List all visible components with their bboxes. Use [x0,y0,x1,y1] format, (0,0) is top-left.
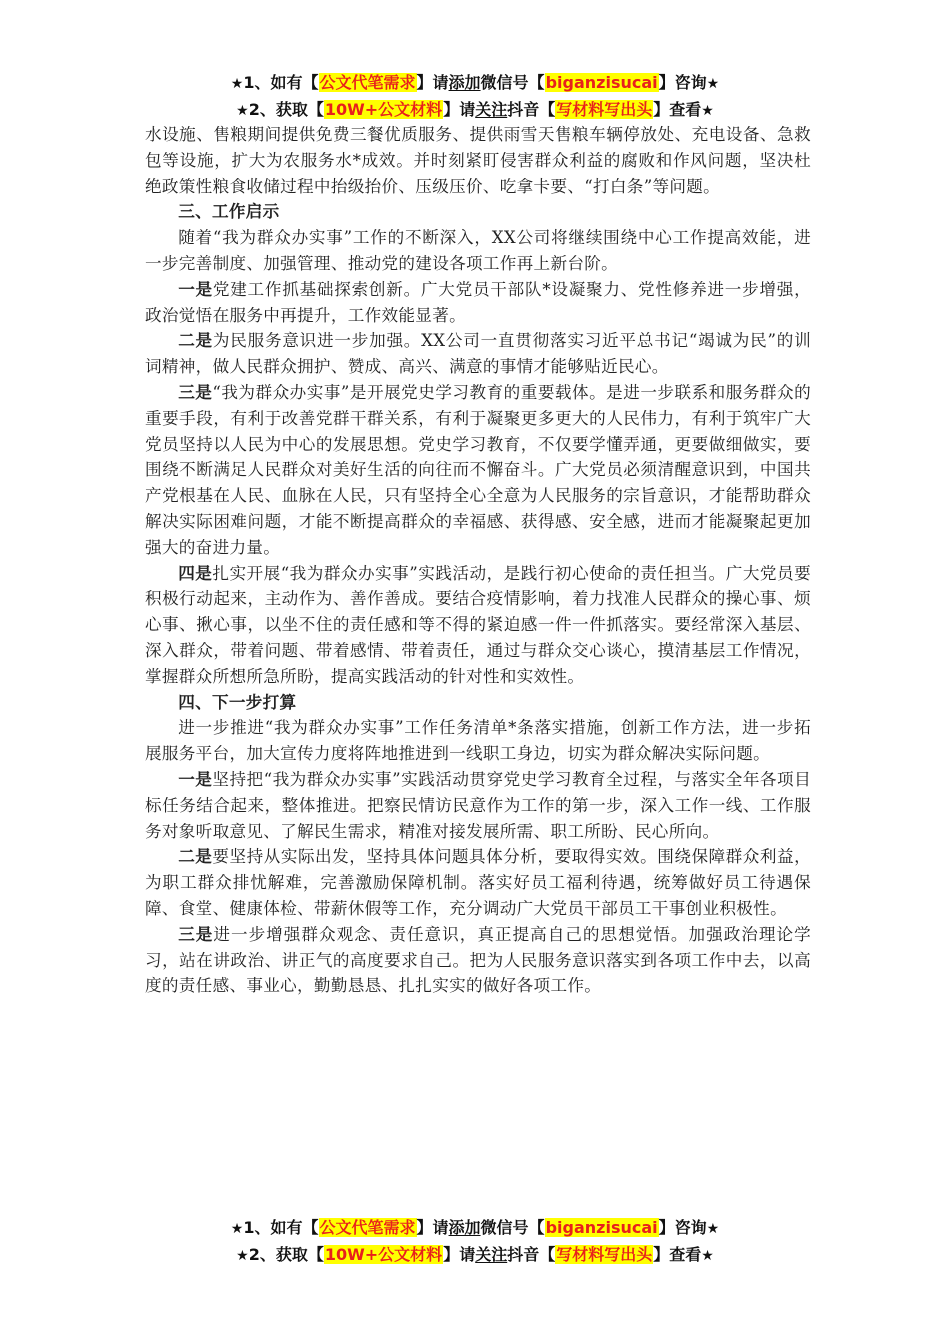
point-text: 为民服务意识进一步加强。XX公司一直贯彻落实习近平总书记“竭诚为民”的训词精神，做人民群众拥护、赞成、高兴、满意的事情才能够贴近民心。 [145,331,811,377]
banner-text: 微信号【 [480,1218,545,1237]
paragraph-point [145,328,811,380]
paragraph-point [145,561,811,690]
banner-line-1 [0,70,950,97]
wechat-id-highlight: biganzisucai [545,1218,658,1237]
point-lead: 一是 [178,769,213,789]
point-text: 党建工作抓基础探索创新。广大党员干部队*设凝聚力、党性修养进一步增强，政治觉悟在服务中再提升，工作效能显著。 [145,279,811,325]
star-icon: ★ [706,1221,720,1237]
star-icon: ★ [701,1248,714,1264]
star-icon: ★ [706,76,720,92]
banner-highlight: 10W+公文材料 [324,1245,443,1264]
douyin-highlight: 写材料写出头 [556,1245,653,1264]
point-lead: 二是 [178,847,213,867]
banner-text: 】请 [443,1245,476,1264]
banner-text: 】请 [416,73,449,92]
point-lead: 三是 [178,382,213,402]
paragraph-point [145,767,811,844]
paragraph-point [145,380,811,561]
star-icon: ★ [236,1248,249,1264]
wechat-id-highlight: biganzisucai [545,73,658,92]
douyin-highlight: 写材料写出头 [556,100,653,119]
paragraph-intro-3: 随着“我为群众办实事”工作的不断深入，XX公司将继续围绕中心工作提高效能，进一步完善制度、加强管理、推动党的建设各项工作再上新台阶。 [145,228,811,273]
star-icon: ★ [230,76,244,92]
paragraph-point [145,922,811,999]
paragraph-point [145,844,811,921]
point-lead: 一是 [178,279,213,299]
paragraph-intro-4: 进一步推进“我为群众办实事”工作任务清单*条落实措施，创新工作方法，进一步拓展服务平台，加大宣传力度将阵地推进到一线职工身边，切实为群众解决实际问题。 [145,718,811,764]
point-lead: 二是 [178,331,213,351]
banner-text: 】咨询 [658,73,707,92]
section-heading-3: 三、工作启示 [178,202,280,222]
banner-text: 】请 [416,1218,449,1237]
point-text: 要坚持从实际出发，坚持具体问题具体分析，要取得实效。围绕保障群众利益，为职工群众排忧解难，完善激励保障机制。落实好员工福利待遇，统筹做好员工待遇保障、食堂、健康体检、带薪休假等工作，充分调动广大党员干部员工干事创业积极性。 [145,847,811,918]
banner-text: 微信号【 [480,73,545,92]
point-lead: 四是 [178,563,213,583]
star-icon: ★ [701,103,714,119]
banner-text: 】请 [443,100,476,119]
paragraph-point [145,277,811,329]
banner-text: 抖音【 [507,100,556,119]
point-text: 扎实开展“我为群众办实事”实践活动，是践行初心使命的责任担当。广大党员要积极行动起来，主动作为、善作善成。要结合疫情影响，着力找准人民群众的操心事、烦心事、揪心事，以坐不住的责任感和等不得的紧迫感一件一件抓落实。要经常深入基层、深入群众，带着问题、带着感情、带着责任，通过与群众交心谈心，摸清基层工作情况，掌握群众所想所急所盼，提高实践活动的针对性和实效性。 [145,563,811,686]
banner-line-1 [0,1215,950,1242]
banner-highlight: 公文代笔需求 [319,1218,416,1237]
banner-line-2 [0,97,950,124]
banner-underlined: 关注 [475,1245,508,1264]
banner-underlined: 添加 [448,1218,481,1237]
banner-text: 2、获取【 [248,100,324,119]
banner-text: 1、如有【 [243,1218,319,1237]
paragraph-continued: 水设施、售粮期间提供免费三餐优质服务、提供雨雪天售粮车辆停放处、充电设备、急救包等设施，扩大为农服务水*成效。并时刻紧盯侵害群众利益的腐败和作风问题，坚决杜绝政策性粮食收储过程中抬级抬价、压级压价、吃拿卡要、“打白条”等问题。 [145,125,811,196]
banner-text: 】咨询 [658,1218,707,1237]
point-text: 坚持把“我为群众办实事”实践活动贯穿党史学习教育全过程，与落实全年各项目标任务结合起来，整体推进。把察民情访民意作为工作的第一步，深入工作一线、工作服务对象听取意见、了解民生需求，精准对接发展所需、职工所盼、民心所向。 [145,769,811,841]
banner-highlight: 10W+公文材料 [324,100,443,119]
banner-text: 】查看 [653,100,702,119]
section-heading-4: 四、下一步打算 [178,692,297,712]
banner-text: 抖音【 [507,1245,556,1264]
point-text: 进一步增强群众观念、责任意识，真正提高自己的思想觉悟。加强政治理论学习，站在讲政治、讲正气的高度要求自己。把为人民服务意识落实到各项工作中去，以高度的责任感、事业心，勤勤恳恳、扎扎实实的做好各项工作。 [145,924,811,996]
banner-text: 2、获取【 [248,1245,324,1264]
point-lead: 三是 [178,924,214,944]
banner-underlined: 添加 [448,73,481,92]
star-icon: ★ [236,103,249,119]
footer-banner [0,1215,950,1269]
banner-underlined: 关注 [475,100,508,119]
banner-text: 】查看 [653,1245,702,1264]
banner-highlight: 公文代笔需求 [319,73,416,92]
banner-text: 1、如有【 [243,73,319,92]
header-banner [0,70,950,124]
banner-line-2 [0,1242,950,1269]
document-body [145,122,811,999]
point-text: “我为群众办实事”是开展党史学习教育的重要载体。是进一步联系和服务群众的重要手段，有利于改善党群干群关系，有利于凝聚更多更大的人民伟力，有利于筑牢广大党员坚持以人民为中心的发展思想。党史学习教育，不仅要学懂弄通，更要做细做实，要围绕不断满足人民群众对美好生活的向往而不懈奋斗。广大党员必须清醒意识到，中国共产党根基在人民、血脉在人民，只有坚持全心全意为人民服务的宗旨意识，才能帮助群众解决实际困难问题，才能不断提高群众的幸福感、获得感、安全感，进而才能凝聚起更加强大的奋进力量。 [145,382,811,557]
star-icon: ★ [230,1221,244,1237]
